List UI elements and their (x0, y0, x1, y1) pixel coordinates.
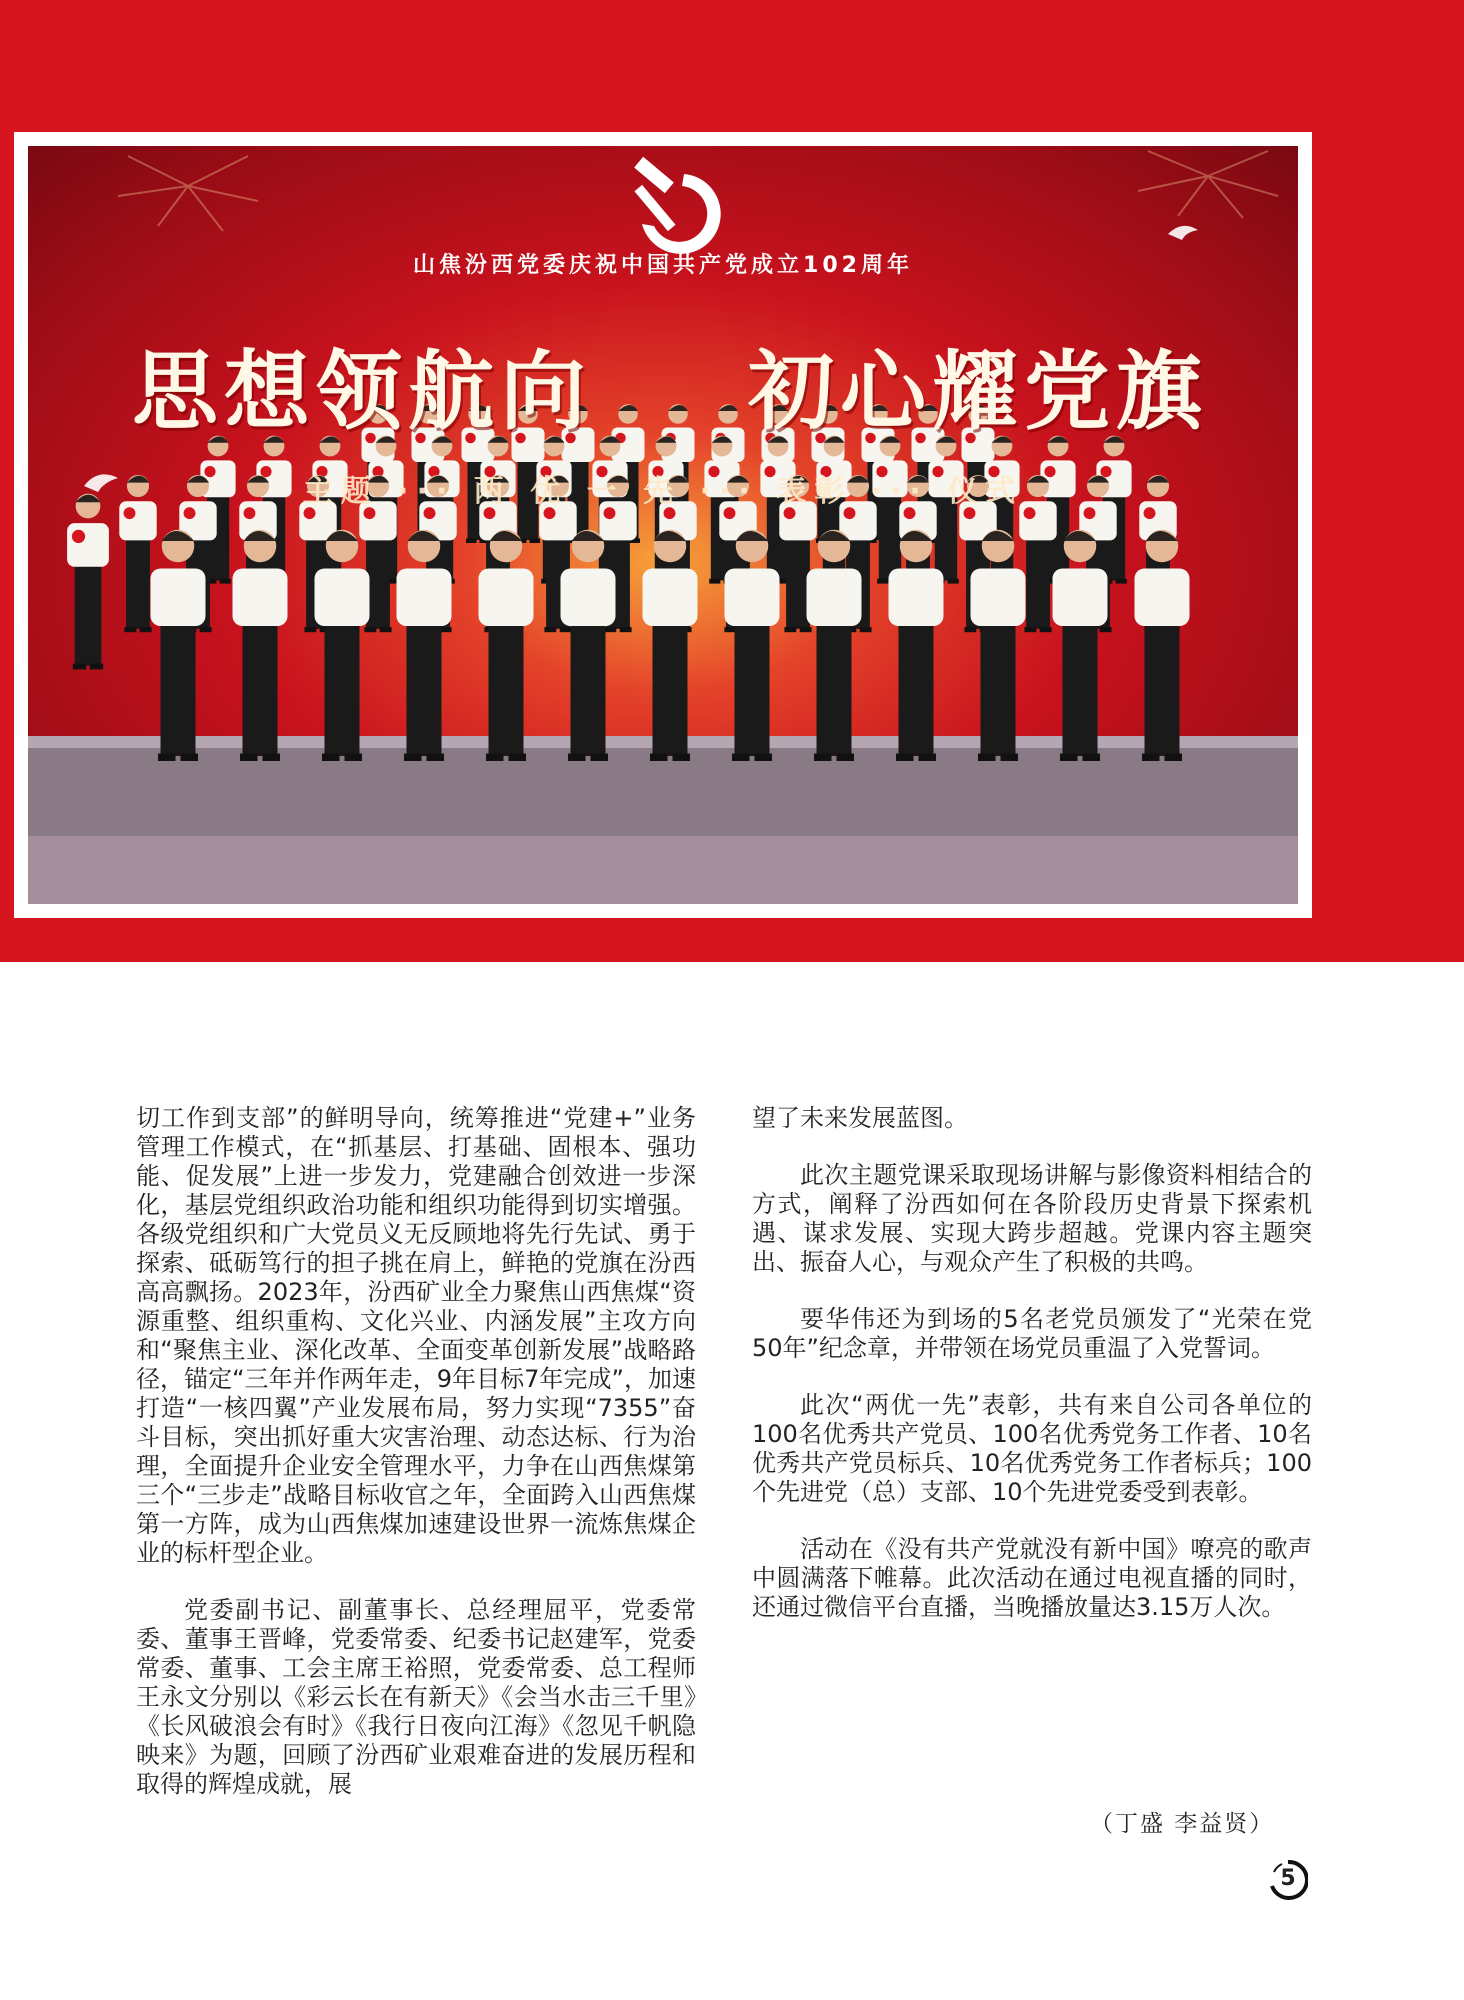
banner-subtitle: 山焦汾西党委庆祝中国共产党成立102周年 (413, 253, 913, 278)
article-column-right (752, 1104, 1312, 1650)
article-paragraph: 要华伟还为到场的5名老党员颁发了“光荣在党50年”纪念章，并带领在场党员重温了入党誓词。 (752, 1305, 1312, 1362)
article-paragraph: 切工作到支部”的鲜明导向，统筹推进“党建+”业务管理工作模式，在“抓基层、打基础、固根本、强功能、促发展”上进一步发力，党建融合创效进一步深化，基层党组织政治功能和组织功能得到切实增强。各级党组织和广大党员义无反顾地将先行先试、勇于探索、砥砺笃行的担子挑在肩上，鲜艳的党旗在汾西高高飘扬。2023年，汾西矿业全力聚焦山西焦煤“资源重整、组织重构、文化兴业、内涵发展”主攻方向和“聚焦主业、深化改革、全面变革创新发展”战略路径，锚定“三年并作两年走，9年目标7年完成”，加速打造“一核四翼”产业发展布局，努力实现“7355”奋斗目标，突出抓好重大灾害治理、动态达标、行为治理，全面提升企业安全管理水平，力争在山西焦煤第三个“三步走”战略目标收官之年，全面跨入山西焦煤第一方阵，成为山西焦煤加速建设世界一流炼焦煤企业的标杆型企业。 (136, 1104, 696, 1567)
article-paragraph: 党委副书记、副董事长、总经理屈平，党委常委、董事王晋峰，党委常委、纪委书记赵建军，党委常委、董事、工会主席王裕照，党委常委、总工程师王永文分别以《彩云长在有新天》《会当水击三千里》《长风破浪会有时》《我行日夜向江海》《忽见千帆隐映来》为题，回顾了汾西矿业艰难奋进的发展历程和取得的辉煌成就，展 (136, 1596, 696, 1798)
photo-frame (14, 132, 1312, 918)
slogan-right: 初心耀党旗 (748, 341, 1208, 442)
article-paragraph: 活动在《没有共产党就没有新中国》嘹亮的歌声中圆满落下帷幕。此次活动在通过电视直播的同时，还通过微信平台直播，当晚播放量达3.15万人次。 (752, 1535, 1312, 1621)
slogan-left: 思想领航向 (132, 341, 592, 442)
party-emblem-icon (634, 157, 721, 254)
page-number: 5 (1280, 1866, 1296, 1891)
people-group (67, 404, 1189, 761)
firework-left (118, 156, 258, 231)
article-paragraph: 望了未来发展蓝图。 (752, 1104, 968, 1132)
group-photo (28, 146, 1298, 904)
firework-right (1138, 151, 1278, 218)
dove-icon (1168, 226, 1198, 240)
stage-floor (28, 836, 1298, 904)
article-paragraph: 此次主题党课采取现场讲解与影像资料相结合的方式，阐释了汾西如何在各阶段历史背景下探索机遇、谋求发展、实现大跨步超越。党课内容主题突出、振奋人心，与观众产生了积极的共鸣。 (752, 1161, 1312, 1276)
person-figure (67, 494, 109, 670)
ceremony-title: 主题 ··· 两 优 一 先 ··· 表彰 ··· 仪式 (302, 474, 1024, 509)
article-paragraph: 此次“两优一先”表彰，共有来自公司各单位的100名优秀共产党员、100名优秀党务工作者、10名优秀共产党员标兵、10名优秀党务工作者标兵；100个先进党（总）支部、10个先进党委受到表彰。 (752, 1391, 1312, 1506)
author-signature: （丁盛 李益贤） (1090, 1811, 1275, 1837)
article-column-left (136, 1104, 696, 1827)
